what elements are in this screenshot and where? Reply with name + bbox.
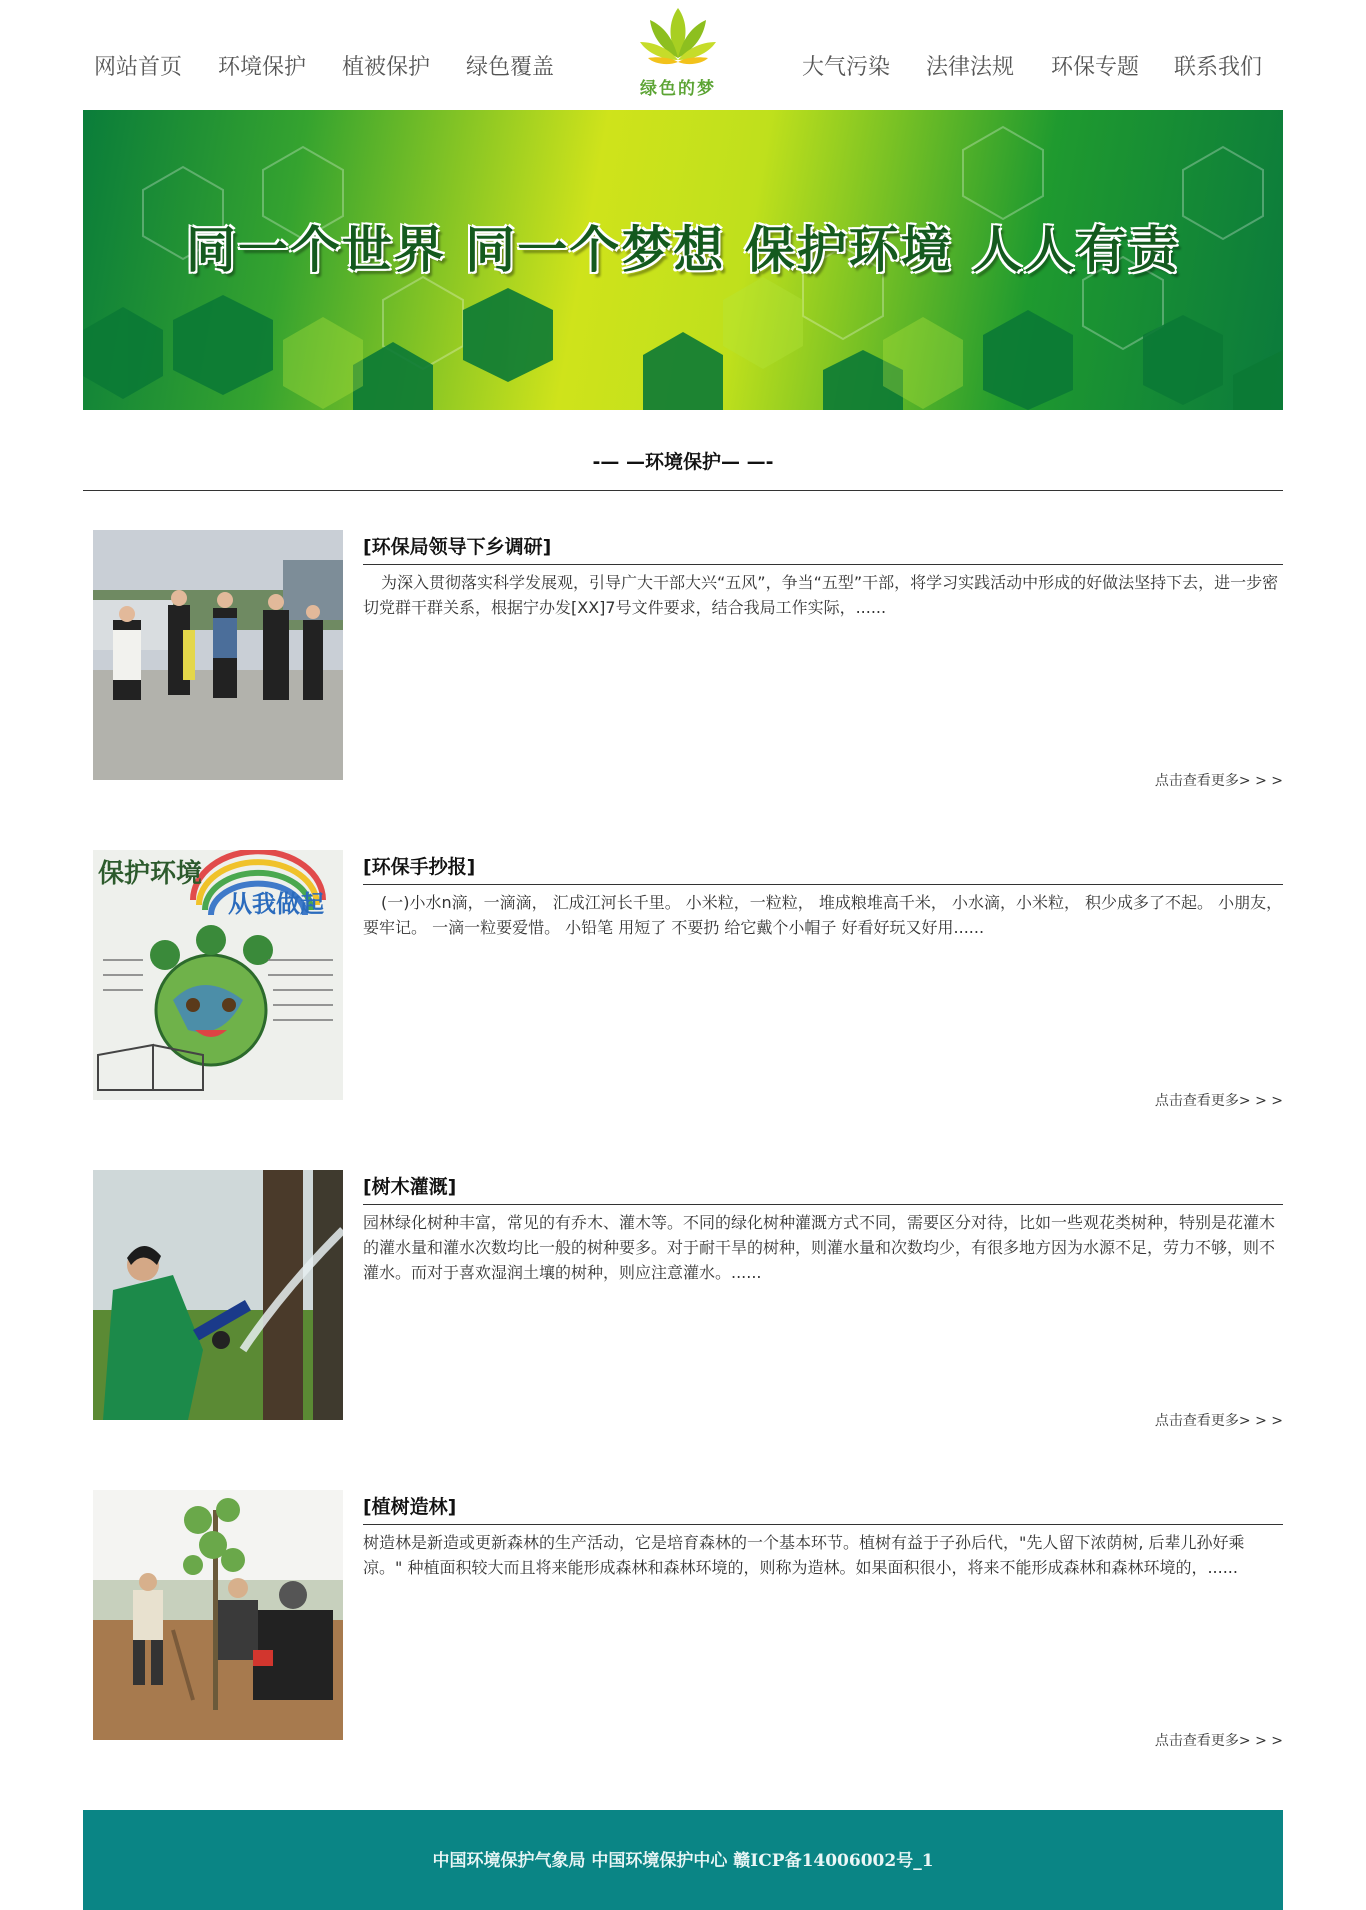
nav-item-air-pollution[interactable]: 大气污染 (802, 55, 891, 80)
handwritten-poster-photo[interactable] (93, 850, 343, 1100)
article-divider (363, 1524, 1283, 1525)
read-more-link[interactable]: 点击查看更多> > > (1154, 1413, 1283, 1429)
read-more-link[interactable]: 点击查看更多> > > (1154, 773, 1283, 789)
footer-text: 中国环境保护气象局 中国环境保护中心 赣ICP备14006002号_1 (432, 1851, 934, 1871)
article-item (93, 1170, 1283, 1430)
header (83, 0, 1283, 110)
logo-text: 绿色的梦 (640, 79, 716, 99)
article-summary: 树造林是新造或更新森林的生产活动，它是培育森林的一个基本环节。植树有益于子孙后代，"先人留下浓荫树, 后辈儿孙好乘凉。" 种植面积较大而且将来能形成森林和森林环境的，则称为造林。如果面积很小，将来不能形成森林和森林环境的，...... (363, 1533, 1245, 1577)
read-more-link[interactable]: 点击查看更多> > > (1154, 1093, 1283, 1109)
nav-item-laws[interactable]: 法律法规 (926, 55, 1015, 80)
article-divider (363, 1204, 1283, 1205)
tree-planting-photo[interactable] (93, 1490, 343, 1740)
read-more-link[interactable]: 点击查看更多> > > (1154, 1733, 1283, 1749)
nav-item-topics[interactable]: 环保专题 (1051, 55, 1140, 80)
article-item (93, 530, 1283, 790)
nav-item-home[interactable]: 网站首页 (94, 55, 183, 80)
article-title[interactable]: [环保局领导下乡调研] (363, 536, 552, 558)
article-summary: (一)小水n滴，一滴滴， 汇成江河长千里。 小米粒，一粒粒， 堆成粮堆高千米， 小水滴，小米粒， 积少成多了不起。 小朋友，要牢记。 一滴一粒要爱惜。 小铅笔 用短了 不要扔 给它戴个小帽子 好看好玩又好用...... (363, 893, 1283, 937)
footer (83, 1810, 1283, 1910)
svg-text:从我做起: 从我做起 (228, 890, 324, 918)
article-summary: 为深入贯彻落实科学发展观，引导广大干部大兴“五风”，争当“五型”干部，将学习实践活动中形成的好做法坚持下去，进一步密切党群干群关系，根据宁办发[XX]7号文件要求，结合我局工作实际，...... (363, 573, 1279, 617)
nav-item-green-cover[interactable]: 绿色覆盖 (466, 55, 555, 80)
section-divider (83, 490, 1283, 491)
logo[interactable] (628, 0, 728, 100)
article-title[interactable]: [环保手抄报] (363, 856, 476, 878)
nav-item-contact[interactable]: 联系我们 (1174, 55, 1263, 80)
leaf-logo-icon (628, 0, 728, 72)
section-title: -— —环境保护— —- (592, 451, 774, 473)
hero-banner (83, 110, 1283, 410)
article-divider (363, 564, 1283, 565)
banner-slogan: 同一个世界 同一个梦想 保护环境 人人有责 (185, 221, 1181, 279)
nav-item-vegetation[interactable]: 植被保护 (342, 55, 431, 80)
article-title[interactable]: [树木灌溉] (363, 1176, 457, 1198)
article-divider (363, 884, 1283, 885)
article-summary: 园林绿化树种丰富，常见的有乔木、灌木等。不同的绿化树种灌溉方式不同，需要区分对待，比如一些观花类树种，特别是花灌木的灌水量和灌水次数均比一般的树种要多。对于耐干旱的树种，则灌水量和次数均少，有很多地方因为水源不足，劳力不够，则不灌水。而对于喜欢湿润土壤的树种，则应注意灌水。...... (363, 1213, 1276, 1282)
article-item (93, 1490, 1283, 1750)
page (83, 0, 1283, 1910)
svg-text:保护环境: 保护环境 (98, 859, 203, 889)
nav-item-environment[interactable]: 环境保护 (218, 55, 307, 80)
article-title[interactable]: [植树造林] (363, 1496, 457, 1518)
officials-visit-photo[interactable] (93, 530, 343, 780)
tree-watering-photo[interactable] (93, 1170, 343, 1420)
article-item (93, 850, 1283, 1110)
